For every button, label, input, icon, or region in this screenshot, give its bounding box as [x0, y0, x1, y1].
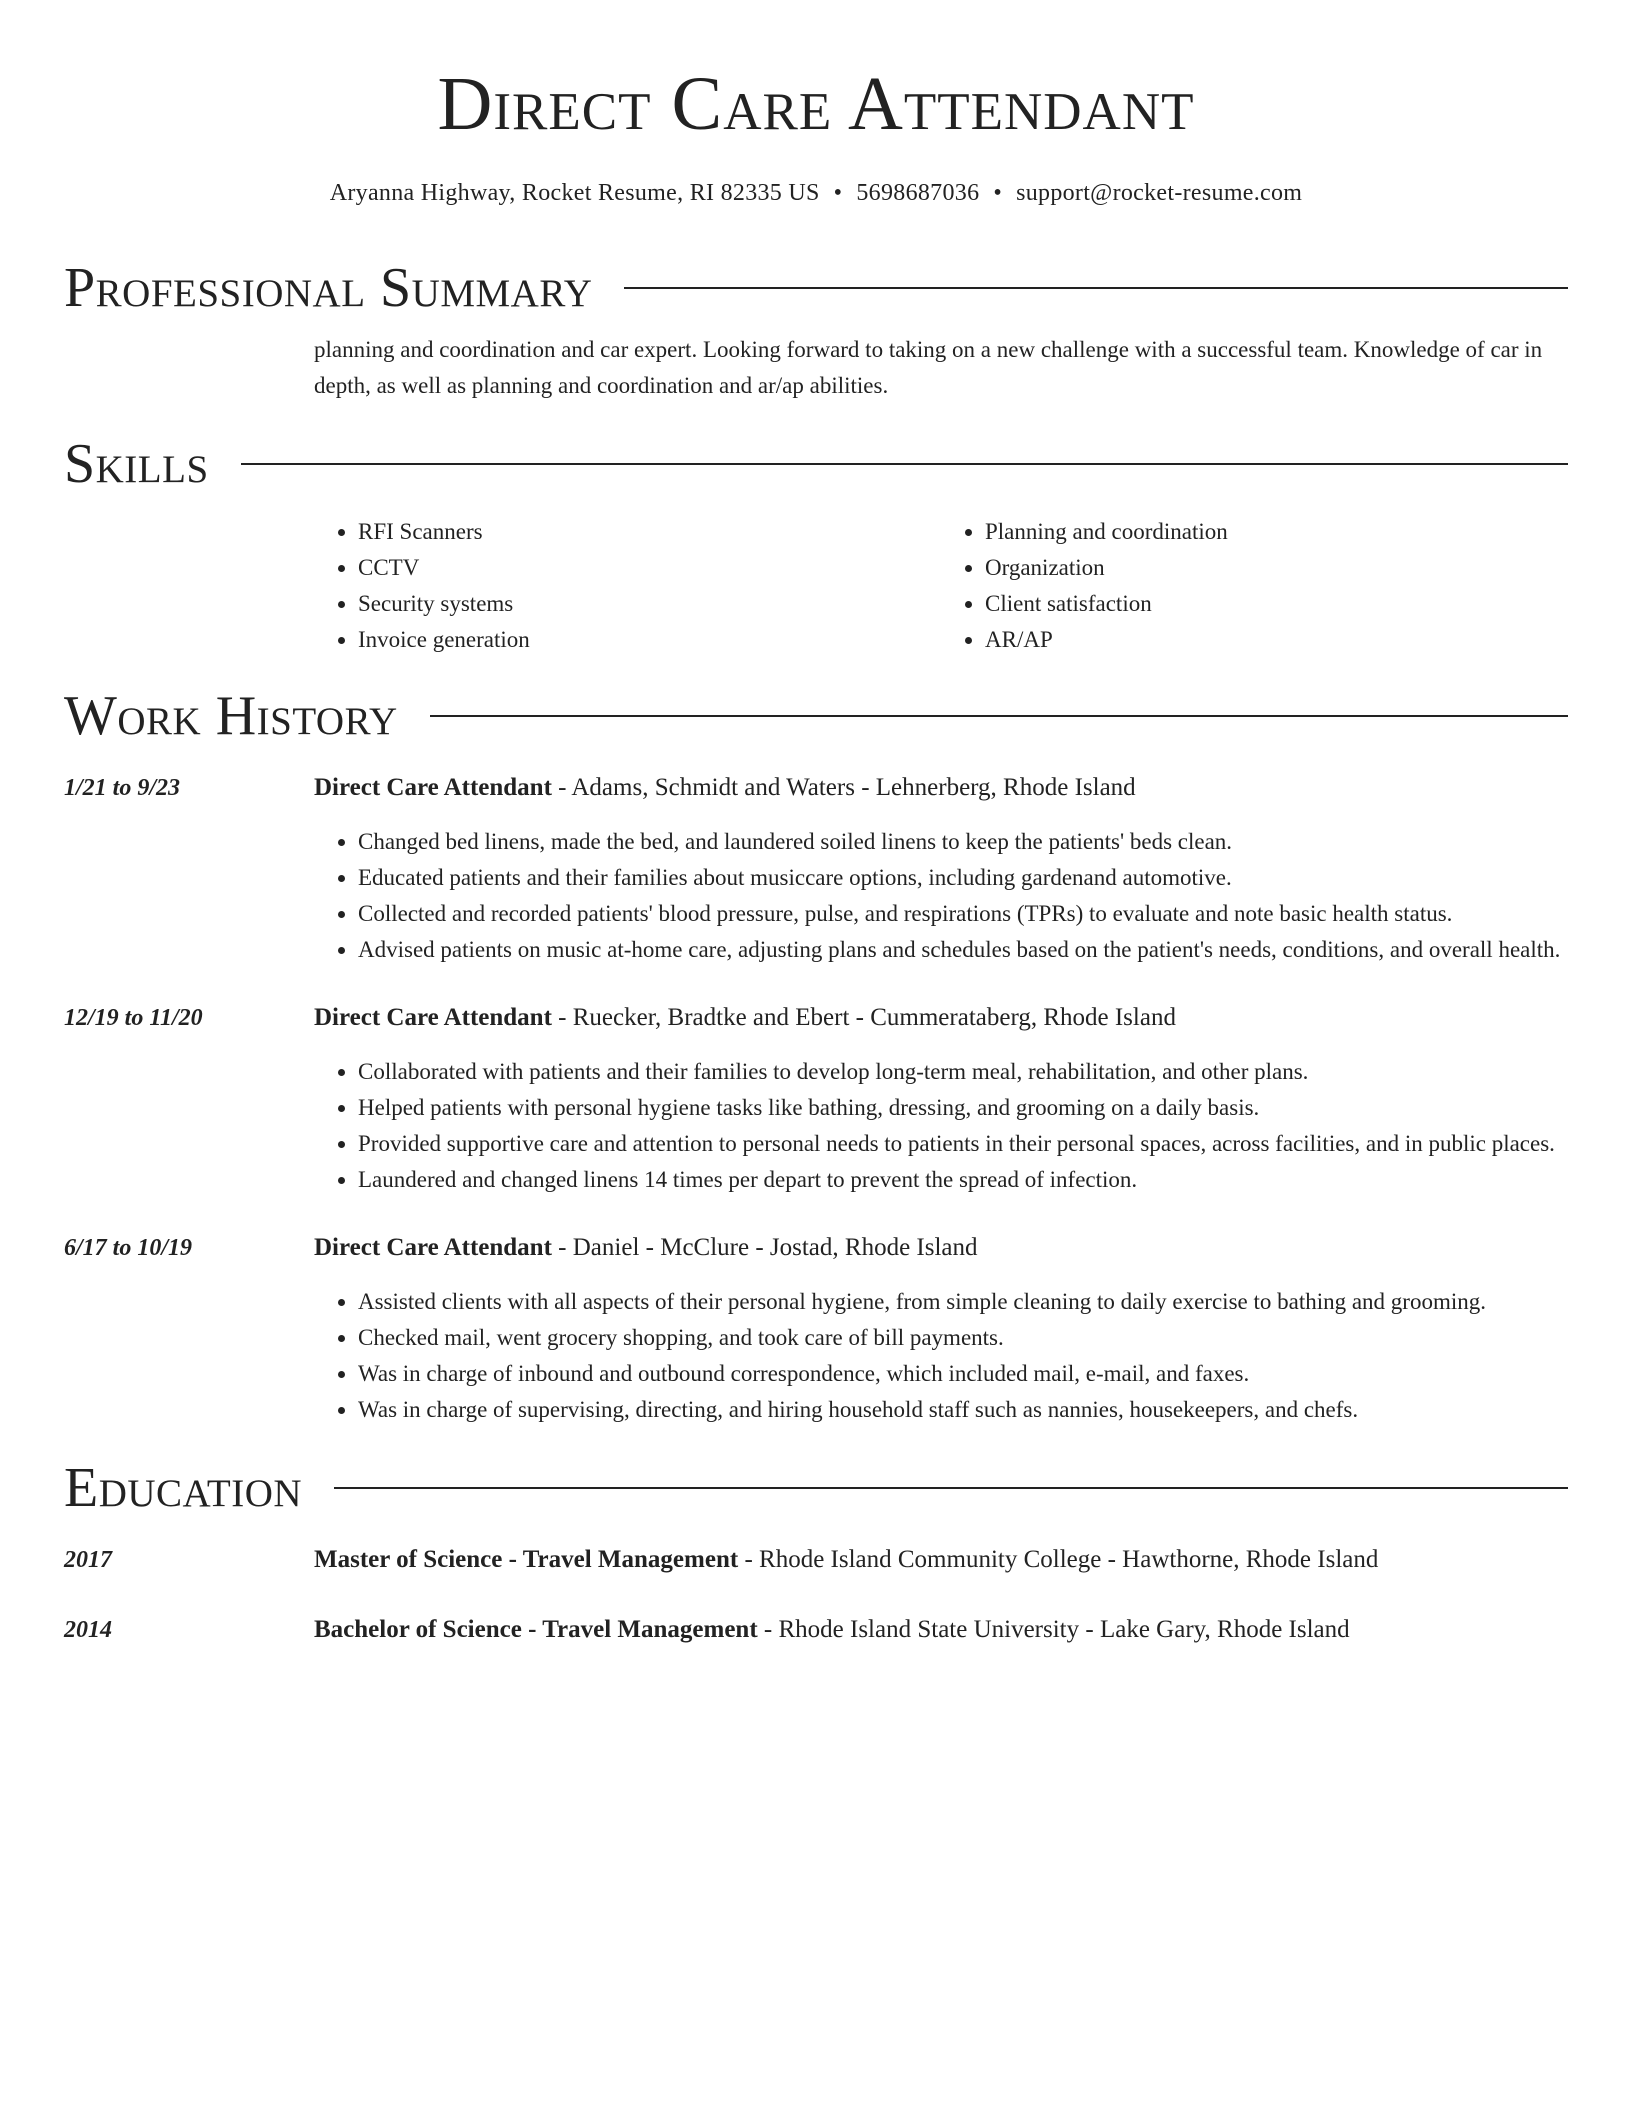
contact-address: Aryanna Highway, Rocket Resume, RI 82335 US: [329, 180, 820, 206]
contact-phone: 5698687036: [856, 180, 980, 206]
section-divider: [624, 287, 1568, 289]
contact-email: support@rocket-resume.com: [1016, 180, 1303, 206]
job-bullet: • Was in charge of inbound and outbound correspondence, which included mail, e-mail, and faxes.: [358, 1356, 1568, 1392]
work-section-header: [64, 686, 1568, 746]
job-dates: 12/19 to 11/20: [64, 1005, 203, 1031]
skill-item: • Organization: [985, 550, 1568, 586]
job-bullet: • Collaborated with patients and their families to develop long-term meal, rehabilitation, and other plans.: [358, 1054, 1568, 1090]
job-title: Direct Care Attendant: [314, 1234, 552, 1261]
job-bullet: • Assisted clients with all aspects of their personal hygiene, from simple cleaning to daily exercise to bathing and grooming.: [358, 1284, 1568, 1320]
job-bullet: • Changed bed linens, made the bed, and laundered soiled linens to keep the patients' beds clean.: [358, 824, 1568, 860]
education-school: - Rhode Island Community College - Hawthorne, Rhode Island: [738, 1546, 1379, 1573]
job-entry: [64, 770, 1568, 968]
job-title-line: [314, 770, 1568, 806]
education-section-header: [64, 1458, 1568, 1518]
section-divider: [241, 463, 1568, 465]
contact-separator: •: [833, 180, 843, 206]
skill-item: • AR/AP: [985, 622, 1568, 658]
education-heading: Education: [64, 1457, 303, 1519]
education-entry: [64, 1612, 1568, 1648]
section-divider: [334, 1487, 1568, 1489]
job-title: Direct Care Attendant: [314, 1004, 552, 1031]
job-bullets: [314, 1054, 1568, 1198]
job-employer: - Adams, Schmidt and Waters - Lehnerberg, Rhode Island: [551, 774, 1136, 801]
skill-item: • Planning and coordination: [985, 514, 1568, 550]
work-heading: Work History: [64, 685, 398, 747]
resume-name: Direct Care Attendant: [437, 62, 1195, 146]
summary-text: planning and coordination and car expert. Looking forward to taking on a new challenge with a successful team. Knowledge of car in depth, as well as planning and coordination and ar/ap abilities.: [314, 337, 1543, 398]
contact-line: [64, 178, 1568, 208]
education-year: 2014: [64, 1617, 112, 1643]
summary-heading: Professional Summary: [64, 257, 593, 319]
education-year: 2017: [64, 1547, 112, 1573]
job-bullet: • Advised patients on music at-home care, adjusting plans and schedules based on the patient's needs, conditions, and overall health.: [358, 932, 1568, 968]
job-employer: - Daniel - McClure - Jostad, Rhode Island: [551, 1234, 978, 1261]
job-title-line: [314, 1000, 1568, 1036]
job-bullet: • Helped patients with personal hygiene tasks like bathing, dressing, and grooming on a daily basis.: [358, 1090, 1568, 1126]
summary-section-header: [64, 258, 1568, 318]
job-bullet: • Collected and recorded patients' blood pressure, pulse, and respirations (TPRs) to evaluate and note basic health status.: [358, 896, 1568, 932]
job-employer: - Ruecker, Bradtke and Ebert - Cummerataberg, Rhode Island: [551, 1004, 1176, 1031]
job-title: Direct Care Attendant: [314, 774, 552, 801]
section-divider: [430, 715, 1568, 717]
skills-section-header: [64, 434, 1568, 494]
resume-page: [64, 0, 1568, 1648]
skills-left-column: [314, 514, 941, 658]
job-bullet: • Laundered and changed linens 14 times per depart to prevent the spread of infection.: [358, 1162, 1568, 1198]
skills-grid: [314, 514, 1568, 658]
job-entry: [64, 1230, 1568, 1428]
skill-item: • Security systems: [358, 586, 941, 622]
contact-separator: •: [993, 180, 1003, 206]
education-degree: Bachelor of Science - Travel Management: [314, 1616, 758, 1643]
education-entry: [64, 1542, 1568, 1578]
job-title-line: [314, 1230, 1568, 1266]
job-dates: 6/17 to 10/19: [64, 1235, 193, 1261]
skill-item: • RFI Scanners: [358, 514, 941, 550]
job-bullets: [314, 1284, 1568, 1428]
job-bullet: • Provided supportive care and attention to personal needs to patients in their personal spaces, across facilities, and in public places.: [358, 1126, 1568, 1162]
job-bullet: • Was in charge of supervising, directing, and hiring household staff such as nannies, housekeepers, and chefs.: [358, 1392, 1568, 1428]
skill-item: • Invoice generation: [358, 622, 941, 658]
skills-heading: Skills: [64, 433, 209, 495]
job-entry: [64, 1000, 1568, 1198]
job-bullet: • Educated patients and their families about musiccare options, including gardenand automotive.: [358, 860, 1568, 896]
education-degree: Master of Science - Travel Management: [314, 1546, 739, 1573]
job-bullet: • Checked mail, went grocery shopping, and took care of bill payments.: [358, 1320, 1568, 1356]
job-bullets: [314, 824, 1568, 968]
skill-item: • CCTV: [358, 550, 941, 586]
skills-right-column: [941, 514, 1568, 658]
job-dates: 1/21 to 9/23: [64, 775, 181, 801]
skill-item: • Client satisfaction: [985, 586, 1568, 622]
education-school: - Rhode Island State University - Lake Gary, Rhode Island: [757, 1616, 1350, 1643]
